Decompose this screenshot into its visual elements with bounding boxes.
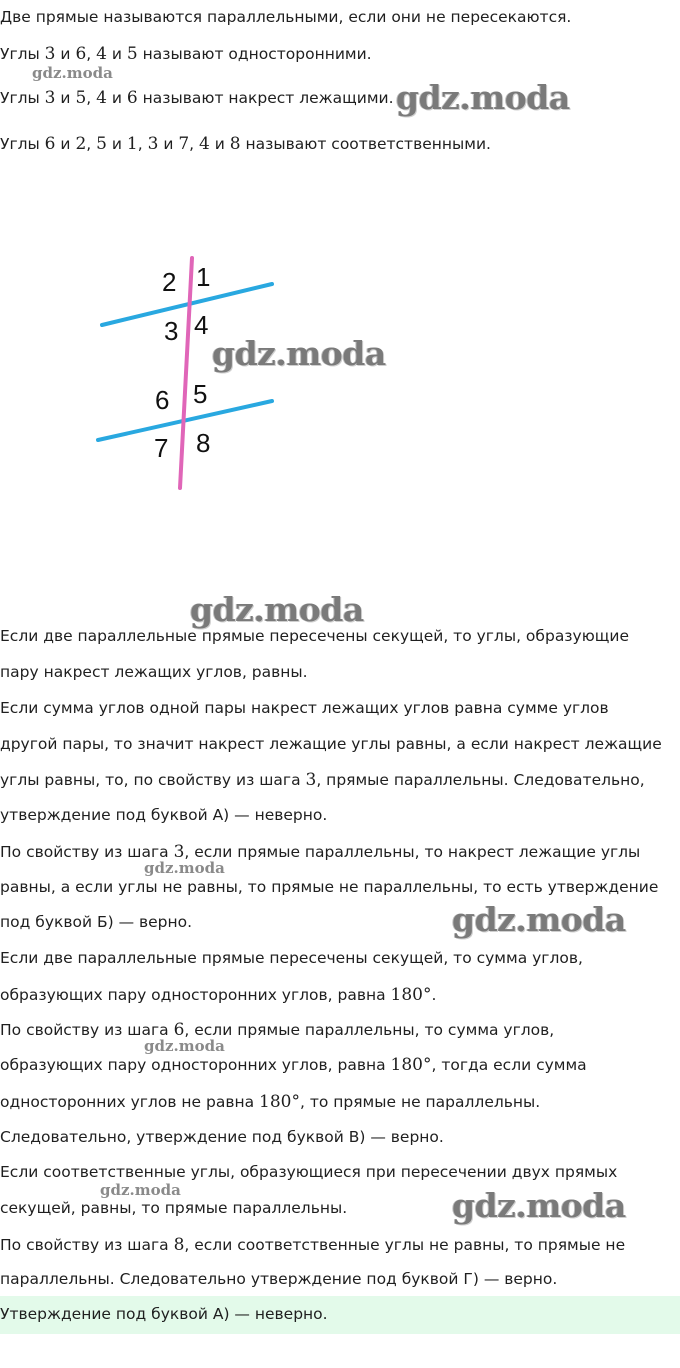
angles-diagram <box>0 240 420 510</box>
watermark-logo: gdz.moda <box>144 1037 225 1055</box>
text-line: под буквой Б) — верно. <box>0 913 193 931</box>
angle-label-6: 6 <box>155 385 170 415</box>
text-line: другой пары, то значит накрест лежащие углы равны, а если накрест лежащие <box>0 735 662 753</box>
corresponding-angles-line: Углы 6 и 2, 5 и 1, 3 и 7, 4 и 8 называют соответственными. <box>0 134 491 154</box>
angle-label-7: 7 <box>154 433 169 463</box>
angle-label-2: 2 <box>162 267 177 297</box>
answer-box <box>0 1296 680 1334</box>
text-line: образующих пару односторонних углов, равна 180°, тогда если сумма <box>0 1055 587 1075</box>
text-line: Следовательно, утверждение под буквой В) — верно. <box>0 1128 444 1146</box>
watermark-logo: gdz.moda <box>144 859 225 877</box>
text-line: односторонних углов не равна 180°, то прямые не параллельны. <box>0 1092 541 1112</box>
alternate-angles-line: Углы 3 и 5, 4 и 6 называют накрест лежащими. <box>0 88 394 108</box>
text-line: секущей, равны, то прямые параллельны. <box>0 1199 348 1217</box>
text-line: Если соответственные углы, образующиеся при пересечении двух прямых <box>0 1163 618 1181</box>
text-line: По свойству из шага 6, если прямые параллельны, то сумма углов, <box>0 1020 555 1040</box>
one-sided-angles-line: Углы 3 и 6, 4 и 5 называют односторонними. <box>0 44 372 64</box>
watermark-logo: gdz.moda <box>452 900 626 939</box>
angle-label-5: 5 <box>193 379 208 409</box>
answer-text: Утверждение под буквой А) — неверно. <box>0 1305 328 1323</box>
text-line: углы равны, то, по свойству из шага 3, прямые параллельны. Следовательно, <box>0 770 645 790</box>
text-line: пару накрест лежащих углов, равны. <box>0 663 308 681</box>
angle-label-8: 8 <box>196 428 211 458</box>
angle-label-4: 4 <box>194 310 209 340</box>
text-line: параллельны. Следовательно утверждение под буквой Г) — верно. <box>0 1270 558 1288</box>
text-line: Если две параллельные прямые пересечены секущей, то сумма углов, <box>0 949 583 967</box>
text-line: Если две параллельные прямые пересечены секущей, то углы, образующие <box>0 627 629 645</box>
text-line: равны, а если углы не равны, то прямые не параллельны, то есть утверждение <box>0 878 659 896</box>
definition-parallel: Две прямые называются параллельными, если они не пересекаются. <box>0 8 572 26</box>
watermark-logo: gdz.moda <box>190 590 364 629</box>
watermark-logo: gdz.moda <box>396 78 570 117</box>
text-line: утверждение под буквой А) — неверно. <box>0 806 328 824</box>
text-line: По свойству из шага 3, если прямые параллельны, то накрест лежащие углы <box>0 842 641 862</box>
text-line: По свойству из шага 8, если соответственные углы не равны, то прямые не <box>0 1235 626 1255</box>
watermark-logo: gdz.moda <box>212 334 386 373</box>
watermark-logo: gdz.moda <box>32 64 113 82</box>
transversal-line <box>180 258 192 488</box>
text-line: Если сумма углов одной пары накрест лежащих углов равна сумме углов <box>0 699 609 717</box>
angle-label-1: 1 <box>196 262 211 292</box>
watermark-logo: gdz.moda <box>452 1186 626 1225</box>
watermark-logo: gdz.moda <box>100 1181 181 1199</box>
text-line: образующих пару односторонних углов, равна 180°. <box>0 985 437 1005</box>
angle-label-3: 3 <box>164 316 179 346</box>
